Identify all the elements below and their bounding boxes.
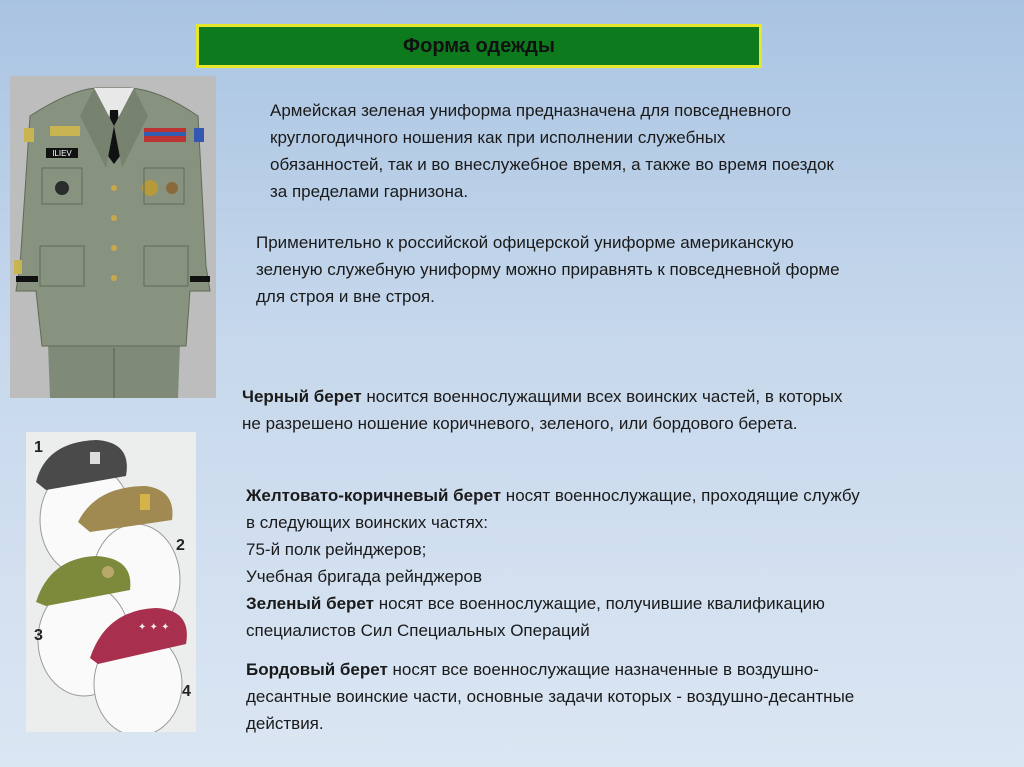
intro-paragraph	[270, 97, 990, 205]
army-green-uniform-image	[10, 76, 216, 398]
black-beret-paragraph	[242, 383, 1002, 437]
tan-beret-line-4: Учебная бригада рейнджеров	[246, 567, 482, 586]
green-beret-line-1	[246, 590, 1006, 617]
intro-line: круглогодичного ношения как при исполнении служебных	[270, 128, 726, 147]
tan-beret-line-1	[246, 482, 1006, 509]
green-beret-line-2: специалистов Сил Специальных Операций	[246, 621, 590, 640]
beret-number-2: 2	[176, 537, 185, 554]
page-title: Форма одежды	[403, 34, 555, 57]
tan-beret-term: Желтовато-коричневый берет	[246, 486, 502, 505]
maroon-beret-text: носят все военнослужащие назначенные в воздушно-	[387, 660, 819, 679]
tan-beret-line-3: 75-й полк рейнджеров;	[246, 540, 427, 559]
beret-number-3: 3	[34, 627, 43, 644]
berets-image	[26, 432, 196, 732]
tan-beret-text: носят военнослужащие, проходящие службу	[501, 486, 860, 505]
svg-text:✦ ✦ ✦: ✦ ✦ ✦	[138, 622, 170, 633]
green-beret-term: Зеленый берет	[246, 594, 374, 613]
black-beret-line-1	[242, 383, 1002, 410]
maroon-beret-line-1	[246, 656, 1006, 683]
maroon-beret-term: Бордовый берет	[246, 660, 388, 679]
tan-beret-line-2: в следующих воинских частях:	[246, 513, 488, 532]
comparison-line: Применительно к российской офицерской униформе американскую	[256, 233, 794, 252]
black-beret-text: носится военнослужащими всех воинских частей, в которых	[361, 387, 843, 406]
green-beret-text: носят все военнослужащие, получившие квалификацию	[374, 594, 825, 613]
beret-number-1: 1	[34, 439, 43, 456]
intro-line: обязанностей, так и во внеслужебное время, а также во время поездок	[270, 155, 834, 174]
berets-photo	[26, 432, 196, 732]
comparison-paragraph	[256, 229, 996, 310]
tan-green-beret-paragraph	[246, 482, 1006, 644]
maroon-beret-paragraph	[246, 656, 1006, 737]
maroon-beret-line-3: действия.	[246, 714, 324, 733]
comparison-line: для строя и вне строя.	[256, 287, 435, 306]
title-banner	[196, 24, 762, 68]
uniform-photo	[10, 76, 216, 398]
black-beret-line-2: не разрешено ношение коричневого, зеленого, или бордового берета.	[242, 414, 798, 433]
comparison-line: зеленую служебную униформу можно приравнять к повседневной форме	[256, 260, 840, 279]
intro-line: Армейская зеленая униформа предназначена для повседневного	[270, 101, 792, 120]
name-tag: ILIEV	[52, 149, 72, 158]
intro-line: за пределами гарнизона.	[270, 182, 469, 201]
maroon-beret-line-2: десантные воинские части, основные задачи которых - воздушно-десантные	[246, 687, 855, 706]
black-beret-term: Черный берет	[242, 387, 362, 406]
beret-number-4: 4	[182, 683, 191, 700]
